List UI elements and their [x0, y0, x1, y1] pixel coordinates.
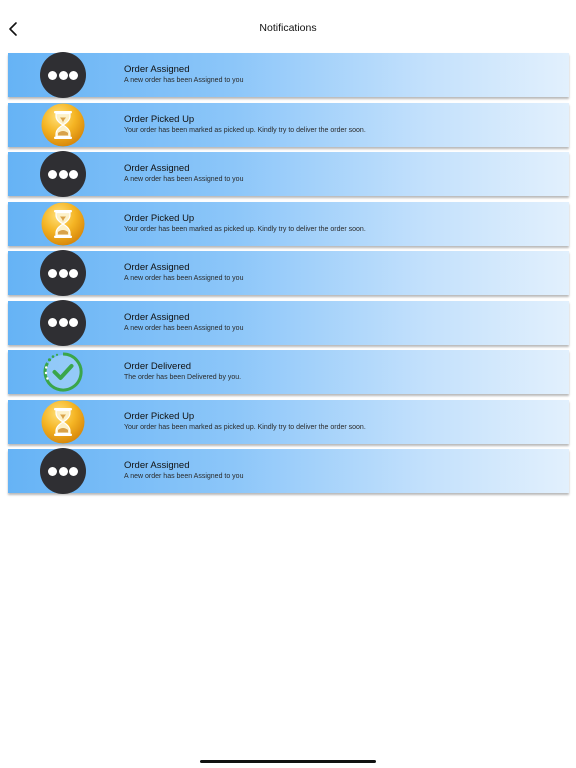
dot	[59, 170, 68, 179]
dots-icon-circle	[40, 448, 86, 494]
notification-card[interactable]	[8, 251, 569, 295]
dot	[48, 467, 57, 476]
dot	[59, 71, 68, 80]
notification-title: Order Assigned	[124, 163, 190, 174]
page-title: Notifications	[259, 22, 317, 34]
dot	[48, 269, 57, 278]
dot	[69, 71, 78, 80]
dots-icon-circle	[40, 151, 86, 197]
notification-title: Order Assigned	[124, 64, 190, 75]
dots-icon-circle	[40, 52, 86, 98]
dot	[69, 269, 78, 278]
notification-message: A new order has been Assigned to you	[124, 275, 244, 282]
notification-message: Your order has been marked as picked up. Kindly try to deliver the order soon.	[124, 126, 366, 134]
hourglass-icon	[40, 400, 86, 444]
dot	[69, 467, 78, 476]
nav-header	[0, 0, 576, 50]
check-circle-icon	[40, 350, 86, 394]
dots-icon-circle	[40, 250, 86, 296]
notification-card[interactable]	[8, 301, 569, 345]
dot	[69, 170, 78, 179]
notification-title: Order Assigned	[124, 460, 190, 471]
dots-icon	[40, 251, 86, 295]
notification-card[interactable]	[8, 202, 569, 246]
notification-card[interactable]	[8, 350, 569, 394]
notification-card[interactable]	[8, 152, 569, 196]
dots-icon	[40, 449, 86, 493]
dots-icon	[40, 152, 86, 196]
notification-message: A new order has been Assigned to you	[124, 77, 244, 84]
notification-message: A new order has been Assigned to you	[124, 473, 244, 480]
notification-title: Order Assigned	[124, 262, 190, 273]
notification-card[interactable]	[8, 400, 569, 444]
dot	[59, 269, 68, 278]
home-indicator	[200, 760, 376, 763]
hourglass-icon	[40, 103, 86, 147]
notification-title: Order Picked Up	[124, 212, 195, 224]
notification-list	[8, 53, 569, 499]
notification-card[interactable]	[8, 449, 569, 493]
dots-icon-circle	[40, 300, 86, 346]
hourglass-icon	[40, 202, 86, 246]
notification-message: Your order has been marked as picked up. Kindly try to deliver the order soon.	[124, 423, 366, 431]
notification-card[interactable]	[8, 103, 569, 147]
notification-message: Your order has been marked as picked up. Kindly try to deliver the order soon.	[124, 225, 366, 233]
dot	[48, 318, 57, 327]
notification-title: Order Assigned	[124, 311, 190, 323]
notification-message: A new order has been Assigned to you	[124, 176, 244, 183]
dot	[48, 71, 57, 80]
dots-icon	[40, 53, 86, 97]
notification-message: The order has been Delivered by you.	[124, 374, 242, 381]
dot	[48, 170, 57, 179]
notification-card[interactable]	[8, 53, 569, 97]
notification-title: Order Picked Up	[124, 410, 195, 422]
dots-icon	[40, 301, 86, 345]
dot	[59, 318, 68, 327]
notification-message: A new order has been Assigned to you	[124, 324, 244, 332]
dot	[69, 318, 78, 327]
notification-title: Order Delivered	[124, 361, 192, 372]
dot	[59, 467, 68, 476]
notification-title: Order Picked Up	[124, 113, 195, 125]
